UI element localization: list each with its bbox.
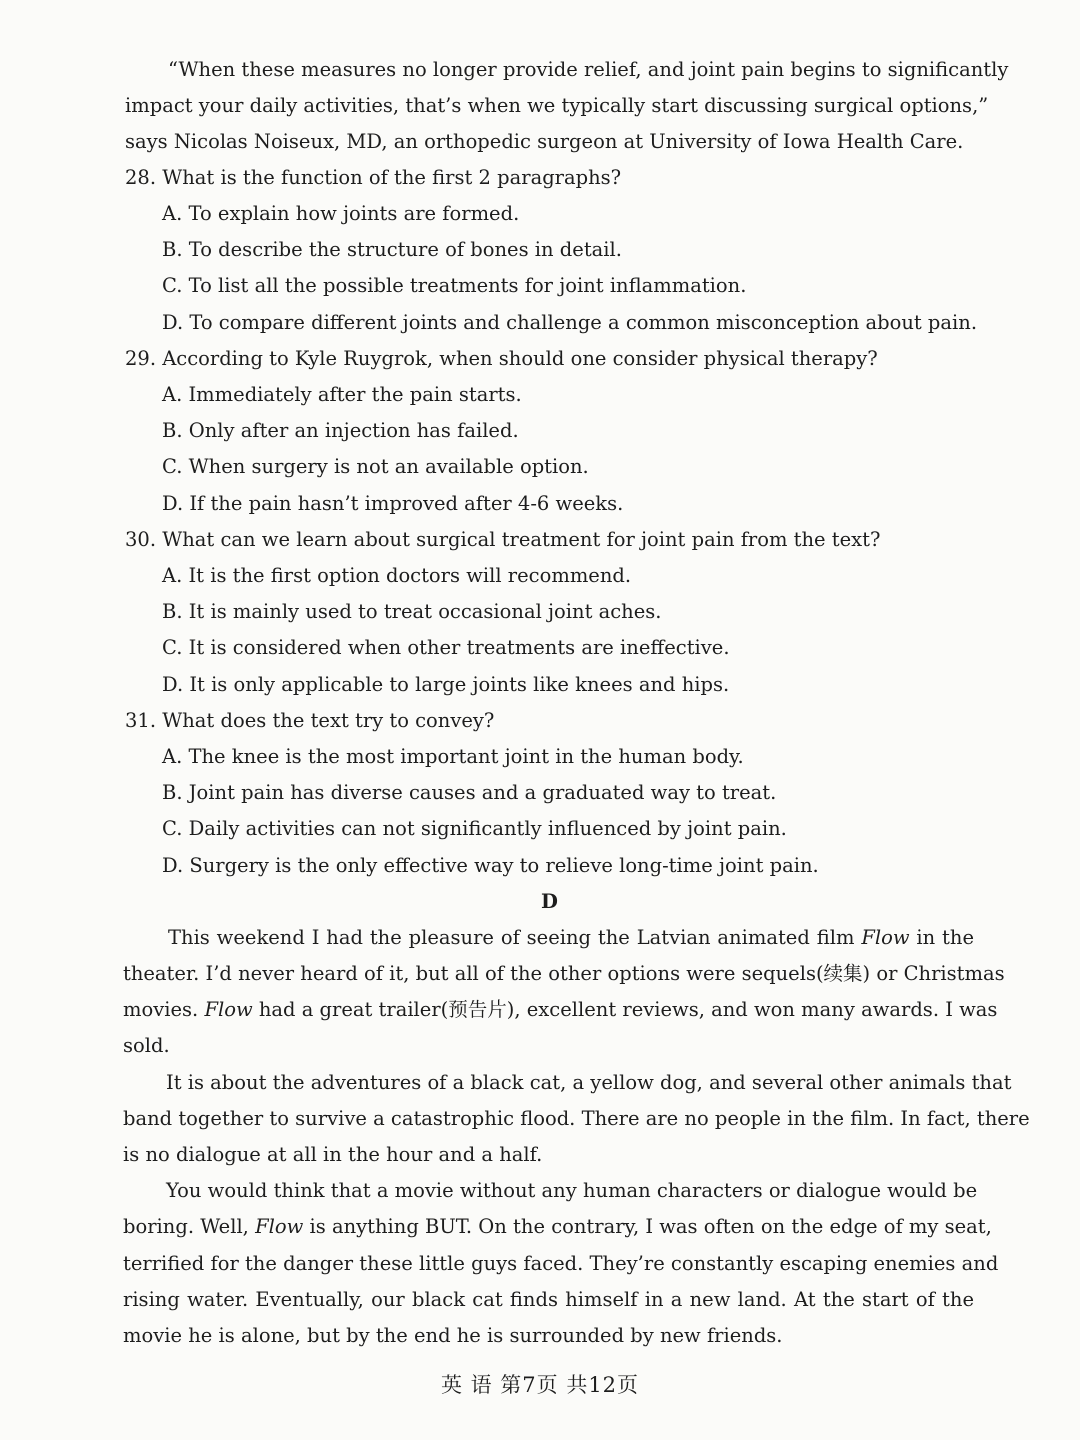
film-title: Flow [255, 1215, 304, 1238]
paragraph-line: You would think that a movie without any human characters or dialogue would be [166, 1179, 978, 1202]
section-heading: D [541, 890, 558, 913]
question-option: D. If the pain hasn’t improved after 4-6 weeks. [162, 492, 624, 515]
paragraph-line: band together to survive a catastrophic flood. There are no people in the film. In fact, there [123, 1107, 1030, 1130]
question-option: D. To compare different joints and challenge a common misconception about pain. [162, 311, 978, 334]
paragraph-line: theater. I’d never heard of it, but all of the other options were sequels(续集) or Christmas [123, 962, 1005, 985]
question-option: B. Joint pain has diverse causes and a graduated way to treat. [162, 781, 777, 804]
question-option: D. It is only applicable to large joints like knees and hips. [162, 673, 730, 696]
paragraph-line: terrified for the danger these little guys faced. They’re constantly escaping enemies and [123, 1252, 999, 1275]
passage-line: “When these measures no longer provide relief, and joint pain begins to significantly [168, 58, 1009, 81]
passage-line: impact your daily activities, that’s when we typically start discussing surgical options,” [125, 94, 989, 117]
paragraph-line: is no dialogue at all in the hour and a half. [123, 1143, 543, 1166]
film-title: Flow [204, 998, 253, 1021]
question-option: B. To describe the structure of bones in detail. [162, 238, 622, 261]
question-option: D. Surgery is the only effective way to relieve long-time joint pain. [162, 854, 819, 877]
paragraph-line: It is about the adventures of a black cat, a yellow dog, and several other animals that [166, 1071, 1012, 1094]
question-stem: 30. What can we learn about surgical treatment for joint pain from the text? [125, 528, 881, 551]
question-option: A. To explain how joints are formed. [162, 202, 520, 225]
paragraph-line: sold. [123, 1034, 170, 1057]
question-option: B. It is mainly used to treat occasional joint aches. [162, 600, 662, 623]
question-option: C. Daily activities can not significantly influenced by joint pain. [162, 817, 787, 840]
question-option: A. It is the first option doctors will recommend. [162, 564, 632, 587]
question-option: C. To list all the possible treatments for joint inflammation. [162, 274, 747, 297]
question-stem: 28. What is the function of the first 2 paragraphs? [125, 166, 622, 189]
film-title: Flow [861, 926, 910, 949]
question-option: A. Immediately after the pain starts. [162, 383, 522, 406]
paragraph-line: This weekend I had the pleasure of seeing the Latvian animated film Flow in the [168, 926, 974, 949]
paragraph-line: rising water. Eventually, our black cat finds himself in a new land. At the start of the [123, 1288, 974, 1311]
question-stem: 31. What does the text try to convey? [125, 709, 495, 732]
paragraph-line: movie he is alone, but by the end he is surrounded by new friends. [123, 1324, 783, 1347]
question-option: C. It is considered when other treatments are ineffective. [162, 636, 730, 659]
paragraph-line: movies. Flow had a great trailer(预告片), excellent reviews, and won many awards. I was [123, 998, 998, 1021]
page-footer: 英 语 第7页 共12页 [440, 1373, 640, 1397]
question-option: C. When surgery is not an available option. [162, 455, 589, 478]
passage-line: says Nicolas Noiseux, MD, an orthopedic surgeon at University of Iowa Health Care. [125, 130, 964, 153]
question-option: A. The knee is the most important joint in the human body. [162, 745, 744, 768]
paragraph-line: boring. Well, Flow is anything BUT. On the contrary, I was often on the edge of my seat, [123, 1215, 992, 1238]
question-option: B. Only after an injection has failed. [162, 419, 519, 442]
question-stem: 29. According to Kyle Ruygrok, when should one consider physical therapy? [125, 347, 878, 370]
